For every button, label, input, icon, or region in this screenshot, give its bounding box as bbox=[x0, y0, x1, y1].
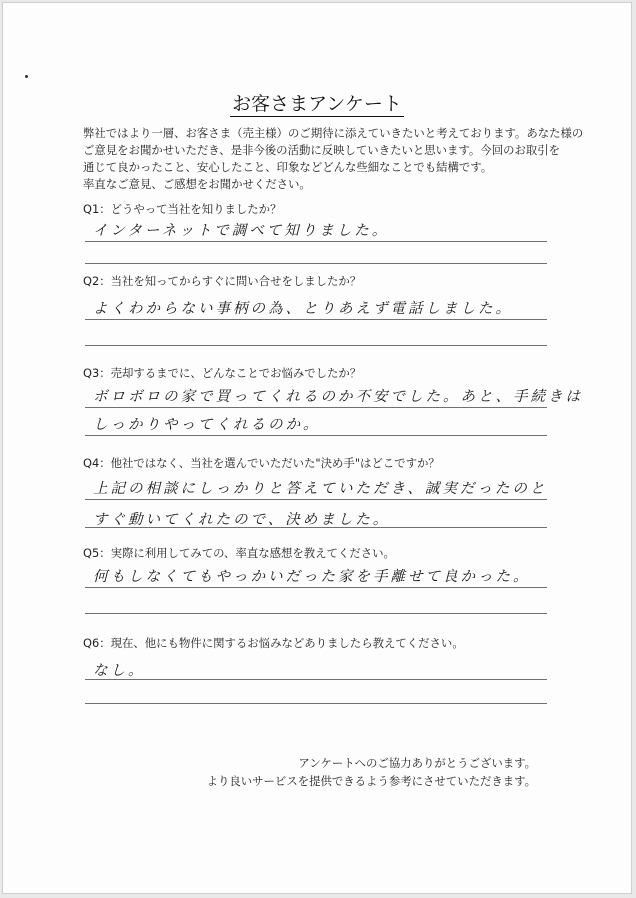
footer-thanks: アンケートへのご協力ありがとうございます。 bbox=[298, 756, 536, 770]
answer-3-line-1: ボロボロの家で買ってくれるのか不安でした。あと、手続きは bbox=[93, 389, 583, 405]
answer-2-line-1: よくわからない事柄の為、とりあえず電話しました。 bbox=[93, 301, 513, 317]
answer-rule bbox=[85, 319, 547, 320]
answer-rule bbox=[85, 241, 547, 242]
intro-text bbox=[83, 125, 584, 193]
answer-rule bbox=[85, 499, 547, 500]
answer-rule bbox=[85, 527, 547, 528]
answer-rule bbox=[85, 613, 547, 614]
question-5: Q5：実際に利用してみての、率直な感想を教えてください。 bbox=[83, 546, 395, 560]
answer-rule bbox=[85, 345, 547, 346]
answer-rule bbox=[85, 407, 547, 408]
survey-title: お客さまアンケート bbox=[232, 93, 402, 115]
intro-line: 通じて良かったこと、安心したこと、印象などどんな些細なことでも結構です。 bbox=[83, 160, 493, 174]
answer-5-line-1: 何もしなくてもやっかいだった家を手離せて良かった。 bbox=[93, 569, 531, 585]
survey-sheet bbox=[2, 2, 632, 894]
footer-note: より良いサービスを提供できるよう参考にさせていただきます。 bbox=[206, 774, 536, 788]
question-6: Q6：現在、他にも物件に関するお悩みなどありましたら教えてください。 bbox=[83, 636, 464, 650]
intro-line: 弊社ではより一層、お客さま（売主様）のご期待に添えていきたいと考えております。あなた様の bbox=[83, 126, 584, 140]
answer-rule bbox=[85, 703, 547, 704]
answer-3-line-2: しっかりやってくれるのか。 bbox=[93, 417, 321, 433]
intro-line: ご意見をお聞かせいただき、是非今後の活動に反映していきたいと思います。今回のお取引を bbox=[83, 143, 561, 157]
question-4: Q4：他社ではなく、当社を選んでいただいた"決め手"はどこですか？ bbox=[83, 456, 440, 470]
question-3: Q3：売却するまでに、どんなことでお悩みでしたか？ bbox=[83, 366, 362, 380]
answer-rule bbox=[85, 263, 547, 264]
answer-rule bbox=[85, 679, 547, 680]
question-1: Q1：どうやって当社を知りましたか？ bbox=[83, 202, 282, 216]
answer-6-line-1: なし。 bbox=[93, 663, 146, 679]
answer-4-line-2: すぐ動いてくれたので、決めました。 bbox=[93, 512, 391, 528]
ink-speck bbox=[25, 75, 28, 78]
answer-rule bbox=[85, 435, 547, 436]
answer-4-line-1: 上記の相談にしっかりと答えていただき、誠実だったのと bbox=[93, 481, 548, 497]
intro-line: 率直なご意見、ご感想をお聞かせください。 bbox=[83, 177, 311, 191]
answer-1-line-1: インターネットで調べて知りました。 bbox=[93, 223, 390, 239]
answer-rule bbox=[85, 587, 547, 588]
question-2: Q2：当社を知ってからすぐに問い合せをしましたか？ bbox=[83, 274, 362, 288]
